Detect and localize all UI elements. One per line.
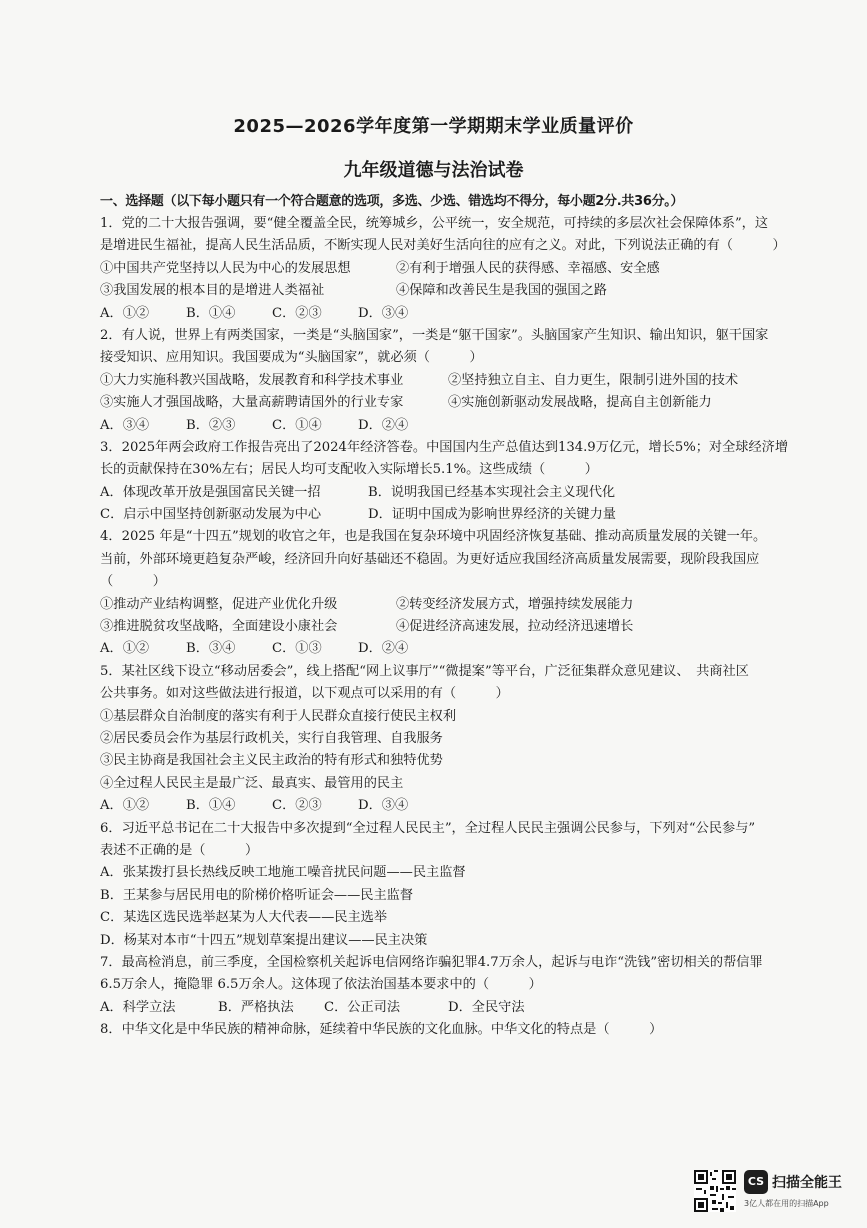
- question-stem-line: 2．有人说，世界上有两类国家，一类是“头脑国家”，一类是“躯干国家”。头脑国家产生知识、输出知识，躯干国家: [100, 327, 769, 343]
- question-stem-line: 6．习近平总书记在二十大报告中多次提到“全过程人民民主”，全过程人民民主强调公民参与，下列对“公民参与”: [100, 820, 756, 836]
- question-3: [100, 437, 840, 527]
- choice-d[interactable]: D．③④: [358, 305, 409, 321]
- statement-item: ④实施创新驱动发展战略，提高自主创新能力: [448, 395, 712, 411]
- qr-code-icon: [694, 1170, 736, 1212]
- choice-a[interactable]: A．①②: [100, 798, 150, 814]
- choice-a[interactable]: A．③④: [100, 417, 150, 433]
- statement-item: ②有利于增强人民的获得感、幸福感、安全感: [396, 260, 660, 276]
- section-heading: 一、选择题（以下每小题只有一个符合题意的选项，多选、少选、错选均不得分，每小题2分.共36分。）: [100, 194, 684, 209]
- question-stem-line: 3．2025年两会政府工作报告亮出了2024年经济答卷。中国国内生产总值达到134.9万亿元，增长5%；对全球经济增: [100, 439, 789, 455]
- choice-c[interactable]: C．①③: [272, 641, 322, 657]
- scanner-watermark: [694, 1166, 846, 1216]
- item-row: [100, 258, 840, 280]
- question-stem-line: 5．某社区线下设立“移动居委会”，线上搭配“网上议事厅”“微提案”等平台，广泛征集群众意见建议、 共商社区: [100, 663, 749, 679]
- statement-item: ③推进脱贫攻坚战略，全面建设小康社会: [100, 619, 338, 635]
- question-7: [100, 952, 840, 1019]
- item-row: [100, 594, 840, 616]
- choice-c[interactable]: C．启示中国坚持创新驱动发展为中心: [100, 507, 322, 523]
- choice-row: [100, 415, 840, 437]
- question-6: [100, 818, 840, 952]
- question-stem-line: 8．中华文化是中华民族的精神命脉，延续着中华民族的文化血脉。中华文化的特点是（ ）: [100, 1022, 663, 1038]
- choice-d[interactable]: D．证明中国成为影响世界经济的关键力量: [368, 507, 616, 523]
- choice-b[interactable]: B．①④: [186, 305, 236, 321]
- statement-item: ①中国共产党坚持以人民为中心的发展思想: [100, 260, 351, 276]
- choice-b[interactable]: B．王某参与居民用电的阶梯价格听证会——民主监督: [100, 887, 414, 903]
- choice-row: [100, 303, 840, 325]
- statement-item: ③实施人才强国战略，大量高薪聘请国外的行业专家: [100, 395, 404, 411]
- choice-b[interactable]: B．说明我国已经基本实现社会主义现代化: [368, 484, 616, 500]
- statement-item: ②居民委员会作为基层行政机关，实行自我管理、自我服务: [100, 730, 443, 746]
- statement-item: ④保障和改善民生是我国的强国之路: [396, 283, 607, 299]
- choice-row: [100, 795, 840, 817]
- camscanner-logo-icon: CS: [744, 1170, 768, 1194]
- choice-a[interactable]: A．科学立法: [100, 999, 176, 1015]
- choice-b[interactable]: B．严格执法: [218, 999, 294, 1015]
- question-stem-line: 7．最高检消息，前三季度，全国检察机关起诉电信网络诈骗犯罪4.7万余人，起诉与电诈“洗钱”密切相关的帮信罪: [100, 954, 763, 970]
- choice-c[interactable]: C．②③: [272, 798, 322, 814]
- item-row: [100, 280, 840, 302]
- question-stem-line: 当前，外部环境更趋复杂严峻，经济回升向好基础还不稳固。为更好适应我国经济高质量发展需要，现阶段我国应: [100, 551, 760, 567]
- choice-a[interactable]: A．①②: [100, 641, 150, 657]
- question-stem-line: 公共事务。如对这些做法进行报道，以下观点可以采用的有（ ）: [100, 686, 509, 702]
- choice-c[interactable]: C．某选区选民选举赵某为人大代表——民主选举: [100, 910, 388, 926]
- choice-c[interactable]: C．②③: [272, 305, 322, 321]
- question-content: [100, 191, 840, 1041]
- choice-c[interactable]: C．①④: [272, 417, 322, 433]
- item-row: [100, 392, 840, 414]
- statement-item: ③民主协商是我国社会主义民主政治的特有形式和独特优势: [100, 753, 443, 769]
- question-stem-line: 长的贡献保持在30%左右；居民人均可支配收入实际增长5.1%。这些成绩（ ）: [100, 462, 598, 478]
- choice-row: [100, 638, 840, 660]
- choice-d[interactable]: D．杨某对本市“十四五”规划草案提出建议——民主决策: [100, 932, 428, 948]
- question-stem-line: 是增进民生福祉，提高人民生活品质，不断实现人民对美好生活向往的应有之义。对此，下列说法正确的有（ ）: [100, 238, 786, 254]
- exam-subtitle: 九年级道德与法治试卷: [343, 160, 524, 181]
- statement-item: ①推动产业结构调整，促进产业优化升级: [100, 596, 338, 612]
- statement-item: ④全过程人民民主是最广泛、最真实、最管用的民主: [100, 775, 404, 791]
- choice-row: [100, 997, 840, 1019]
- choice-a[interactable]: A．①②: [100, 305, 150, 321]
- choice-d[interactable]: D．②④: [358, 417, 409, 433]
- question-stem-line: （ ）: [100, 574, 166, 590]
- statement-item: ②坚持独立自主、自力更生，限制引进外国的技术: [448, 372, 739, 388]
- question-stem-line: 4．2025 年是“十四五”规划的收官之年，也是我国在复杂环境中巩固经济恢复基础、推动高质量发展的关键一年。: [100, 529, 767, 545]
- choice-a[interactable]: A．体现改革开放是强国富民关键一招: [100, 484, 321, 500]
- exam-title: 2025—2026学年度第一学期期末学业质量评价: [233, 116, 634, 137]
- choice-d[interactable]: D．全民守法: [448, 999, 525, 1015]
- statement-item: ③我国发展的根本目的是增进人类福祉: [100, 283, 325, 299]
- statement-item: ②转变经济发展方式，增强持续发展能力: [396, 596, 634, 612]
- statement-item: ④促进经济高速发展，拉动经济迅速增长: [396, 619, 634, 635]
- choice-b[interactable]: B．③④: [186, 641, 236, 657]
- item-row: [100, 370, 840, 392]
- question-8: [100, 1019, 840, 1041]
- scanner-app-name: 扫描全能王: [772, 1175, 842, 1191]
- choice-b[interactable]: B．②③: [186, 417, 236, 433]
- choice-a[interactable]: A．张某拨打县长热线反映工地施工噪音扰民问题——民主监督: [100, 865, 466, 881]
- scanner-app-tagline: 3亿人都在用的扫描App: [744, 1199, 829, 1208]
- question-stem-line: 6.5万余人，掩隐罪 6.5万余人。这体现了依法治国基本要求中的（ ）: [100, 977, 542, 993]
- question-2: [100, 325, 840, 437]
- choice-c[interactable]: C．公正司法: [324, 999, 401, 1015]
- question-5: [100, 661, 840, 818]
- choice-d[interactable]: D．③④: [358, 798, 409, 814]
- choice-row: [100, 504, 840, 526]
- question-4: [100, 526, 840, 660]
- item-row: [100, 616, 840, 638]
- choice-b[interactable]: B．①④: [186, 798, 236, 814]
- question-stem-line: 接受知识、应用知识。我国要成为“头脑国家”，就必须（ ）: [100, 350, 483, 366]
- choice-d[interactable]: D．②④: [358, 641, 409, 657]
- question-stem-line: 表述不正确的是（ ）: [100, 842, 259, 858]
- statement-item: ①大力实施科教兴国战略，发展教育和科学技术事业: [100, 372, 404, 388]
- statement-item: ①基层群众自治制度的落实有利于人民群众直接行使民主权利: [100, 708, 457, 724]
- question-stem-line: 1．党的二十大报告强调，要“健全覆盖全民，统筹城乡，公平统一，安全规范，可持续的多层次社会保障体系”，这: [100, 216, 769, 231]
- question-1: [100, 213, 840, 325]
- choice-row: [100, 482, 840, 504]
